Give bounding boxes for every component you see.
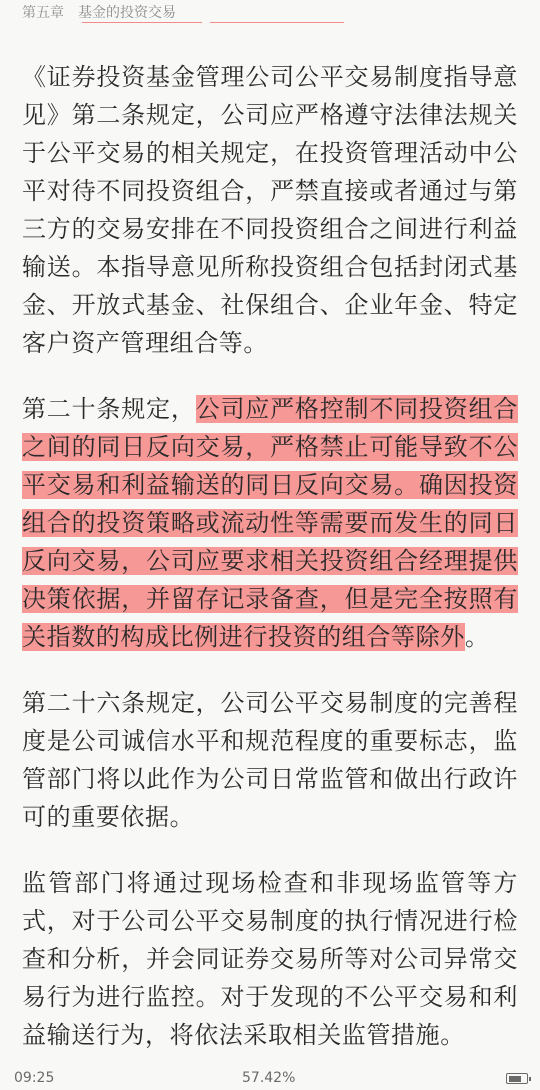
paragraph-1: 《证券投资基金管理公司公平交易制度指导意见》第二条规定，公司应严格遵守法律法规关于公平交易的相关规定，在投资管理活动中公平对待不同投资组合，严禁直接或者通过与第三方的交易安排在不同投资组合之间进行利益输送。本指导意见所称投资组合包括封闭式基金、开放式基金、社保组合、企业年金、特定客户资产管理组合等。 (22, 63, 518, 357)
reading-content[interactable] (22, 58, 518, 1082)
paragraph-2-prefix: 第二十条规定， (22, 395, 196, 423)
paragraph-3: 第二十六条规定，公司公平交易制度的完善程度是公司诚信水平和规范程度的重要标志，监管部门将以此作为公司日常监管和做出行政许可的重要依据。 (22, 689, 518, 831)
reader-status-bar (0, 1066, 540, 1090)
chapter-title: 第五章 基金的投资交易 (22, 5, 176, 21)
clock-time: 09:25 (14, 1070, 55, 1086)
reader-header (0, 0, 540, 22)
reading-progress: 57.42% (242, 1070, 296, 1086)
battery-fill (509, 1076, 521, 1082)
battery-icon (506, 1073, 528, 1084)
paragraph-2-suffix: 。 (464, 623, 490, 651)
highlighted-passage[interactable]: 公司应严格控制不同投资组合之间的同日反向交易，严格禁止可能导致不公平交易和利益输送的同日反向交易。确因投资组合的投资策略或流动性等需要而发生的同日反向交易，公司应要求相关投资组合经理提供决策依据，并留存记录备查，但是完全按照有关指数的构成比例进行投资的组合等除外 (22, 395, 518, 651)
paragraph-4: 监管部门将通过现场检查和非现场监管等方式，对于公司公平交易制度的执行情况进行检查和分析，并会同证券交易所等对公司异常交易行为进行监控。对于发现的不公平交易和利益输送行为，将依法采取相关监管措施。 (22, 869, 518, 1049)
paragraph-2 (22, 390, 518, 656)
